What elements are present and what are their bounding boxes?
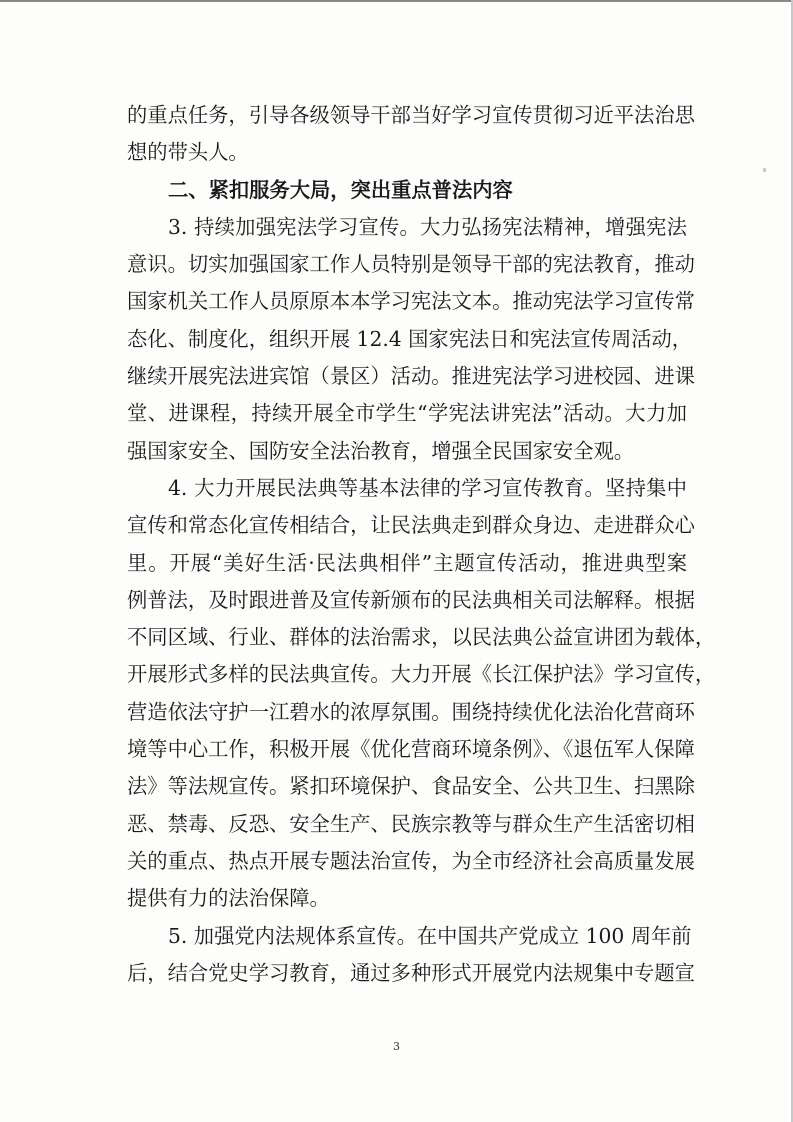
text-line: 强国家安全、国防安全法治教育，增强全民国家安全观。 [127, 438, 635, 463]
text-line: 提供有力的法治保障。 [127, 886, 330, 911]
text-line: 恶、禁毒、反恐、安全生产、民族宗教等与群众生产生活密切相 [127, 811, 695, 836]
text-line: 继续开展宪法进宾馆（景区）活动。推进宪法学习进校园、进课 [127, 364, 695, 389]
text-line: 国家机关工作人员原原本本学习宪法文本。推动宪法学习宣传常 [127, 289, 695, 314]
text-line: 4. 大力开展民法典等基本法律的学习宣传教育。坚持集中 [168, 475, 687, 500]
text-line: 意识。切实加强国家工作人员特别是领导干部的宪法教育，推动 [127, 252, 695, 277]
text-line: 例普法，及时跟进普及宣传新颁布的民法典相关司法解释。根据 [127, 587, 695, 612]
text-line: 想的带头人。 [127, 140, 249, 165]
text-line: 态化、制度化，组织开展 12.4 国家宪法日和宪法宣传周活动， [127, 326, 693, 351]
page-number: 3 [393, 1040, 400, 1053]
scan-speck [763, 168, 766, 172]
text-line: 宣传和常态化宣传相结合，让民法典走到群众身边、走进群众心 [127, 513, 695, 538]
text-line: 营造依法守护一江碧水的浓厚氛围。围绕持续优化法治化营商环 [127, 699, 695, 724]
text-line: 里。开展“美好生活·民法典相伴”主题宣传活动，推进典型案 [127, 550, 687, 575]
scan-top-edge [0, 0, 793, 2]
body-text [127, 97, 716, 992]
text-line: 堂、进课程，持续开展全市学生“学宪法讲宪法”活动。大力加 [127, 401, 687, 426]
text-line: 开展形式多样的民法典宣传。大力开展《长江保护法》学习宣传， [127, 662, 716, 687]
text-line: 关的重点、热点开展专题法治宣传，为全市经济社会高质量发展 [127, 848, 695, 873]
text-line: 3. 持续加强宪法学习宣传。大力弘扬宪法精神，增强宪法 [168, 214, 687, 239]
text-line: 法》等法规宣传。紧扣环境保护、食品安全、公共卫生、扫黑除 [127, 774, 695, 799]
section-heading: 二、紧扣服务大局，突出重点普法内容 [168, 177, 513, 202]
text-line: 的重点任务，引导各级领导干部当好学习宣传贯彻习近平法治思 [127, 103, 695, 127]
text-line: 不同区域、行业、群体的法治需求，以民法典公益宣讲团为载体， [127, 625, 716, 650]
text-line: 5. 加强党内法规体系宣传。在中国共产党成立 100 周年前 [168, 923, 692, 948]
text-line: 境等中心工作，积极开展《优化营商环境条例》、《退伍军人保障 [127, 737, 695, 762]
text-line: 后，结合党史学习教育，通过多种形式开展党内法规集中专题宣 [127, 960, 695, 985]
